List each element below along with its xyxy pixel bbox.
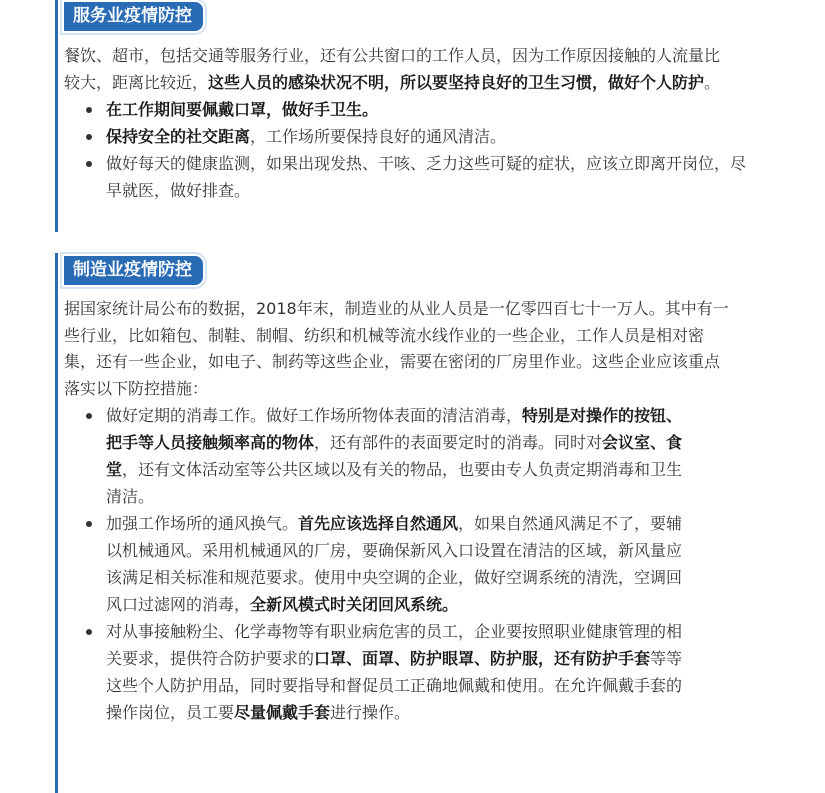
item-text: 加强工作场所的通风换气。 — [106, 514, 299, 533]
bullet-dot-icon — [86, 161, 92, 167]
section-heading: 服务业疫情防控 — [64, 2, 203, 31]
section-service-industry — [55, 0, 746, 232]
list-item — [106, 96, 746, 123]
bullet-dot-icon — [86, 134, 92, 140]
intro-text: 。 — [704, 72, 721, 92]
item-text: 等等这些个人防护用品，同时要指导和督促员工正确地佩戴和使用。在允许佩戴手套的操作岗位，员工要 — [106, 649, 683, 722]
item-emphasis: 会议室、食堂 — [106, 433, 683, 479]
item-text: 对从事接触粉尘、化学毒物等有职业病危害的员工，企业要按照职业健康管理的相关要求，提供符合防护要求的 — [106, 622, 683, 668]
list-item — [106, 510, 696, 618]
item-emphasis: 口罩、面罩、防护眼罩、防护服，还有防护手套 — [314, 649, 651, 668]
item-text: ，工作场所要保持良好的通风清洁。 — [250, 127, 507, 146]
list-item — [106, 150, 746, 204]
list-item — [106, 123, 746, 150]
item-emphasis: 尽量佩戴手套 — [234, 703, 331, 722]
list-item — [106, 618, 696, 726]
bullet-dot-icon — [86, 629, 92, 635]
bullet-dot-icon — [86, 521, 92, 527]
section-manufacturing — [55, 253, 734, 793]
bullet-list — [64, 96, 746, 204]
item-emphasis: 保持安全的社交距离 — [106, 127, 251, 146]
intro-text: 据国家统计局公布的数据，2018年末，制造业的从业人员是一亿零四百七十一万人。其中有一些行业，比如箱包、制鞋、制帽、纺织和机械等流水线作业的一些企业，工作人员是相对密集，还有一些企业，如电子、制药等这些企业，需要在密闭的厂房里作业。这些企业应该重点落实以下防控措施： — [64, 299, 729, 398]
item-emphasis: 在工作期间要佩戴口罩，做好手卫生。 — [106, 100, 379, 119]
item-text: ，还有部件的表面要定时的消毒。同时对 — [314, 433, 603, 452]
item-emphasis: 全新风模式时关闭回风系统。 — [250, 595, 459, 614]
section-heading: 制造业疫情防控 — [64, 256, 203, 285]
list-item — [106, 402, 696, 510]
item-text: 进行操作。 — [330, 703, 411, 722]
item-text: 做好定期的消毒工作。做好工作场所物体表面的清洁消毒， — [106, 406, 523, 425]
bullet-list — [64, 402, 696, 726]
intro-text: 餐饮、超市，包括交通等服务行业，还有公共窗口的工作人员，因为工作原因接触的人流量比较大，距离比较近， — [64, 46, 721, 92]
section-intro — [64, 296, 734, 402]
section-intro — [64, 43, 734, 96]
item-text: 做好每天的健康监测，如果出现发热、干咳、乏力这些可疑的症状，应该立即离开岗位，尽早就医，做好排查。 — [106, 154, 747, 200]
item-text: ，如果自然通风满足不了，要辅以机械通风。采用机械通风的厂房，要确保新风入口设置在清洁的区域，新风量应该满足相关标准和规范要求。使用中央空调的企业，做好空调系统的清洗，空调回风口过滤网的消毒， — [106, 514, 683, 614]
item-emphasis: 首先应该选择自然通风 — [298, 514, 459, 533]
bullet-dot-icon — [86, 413, 92, 419]
bullet-dot-icon — [86, 107, 92, 113]
intro-emphasis: 这些人员的感染状况不明，所以要坚持良好的卫生习惯，做好个人防护 — [208, 72, 705, 92]
item-emphasis: 特别是对操作的按钮、把手等人员接触频率高的物体 — [106, 406, 683, 452]
item-text: ，还有文体活动室等公共区域以及有关的物品，也要由专人负责定期消毒和卫生清洁。 — [106, 460, 683, 506]
